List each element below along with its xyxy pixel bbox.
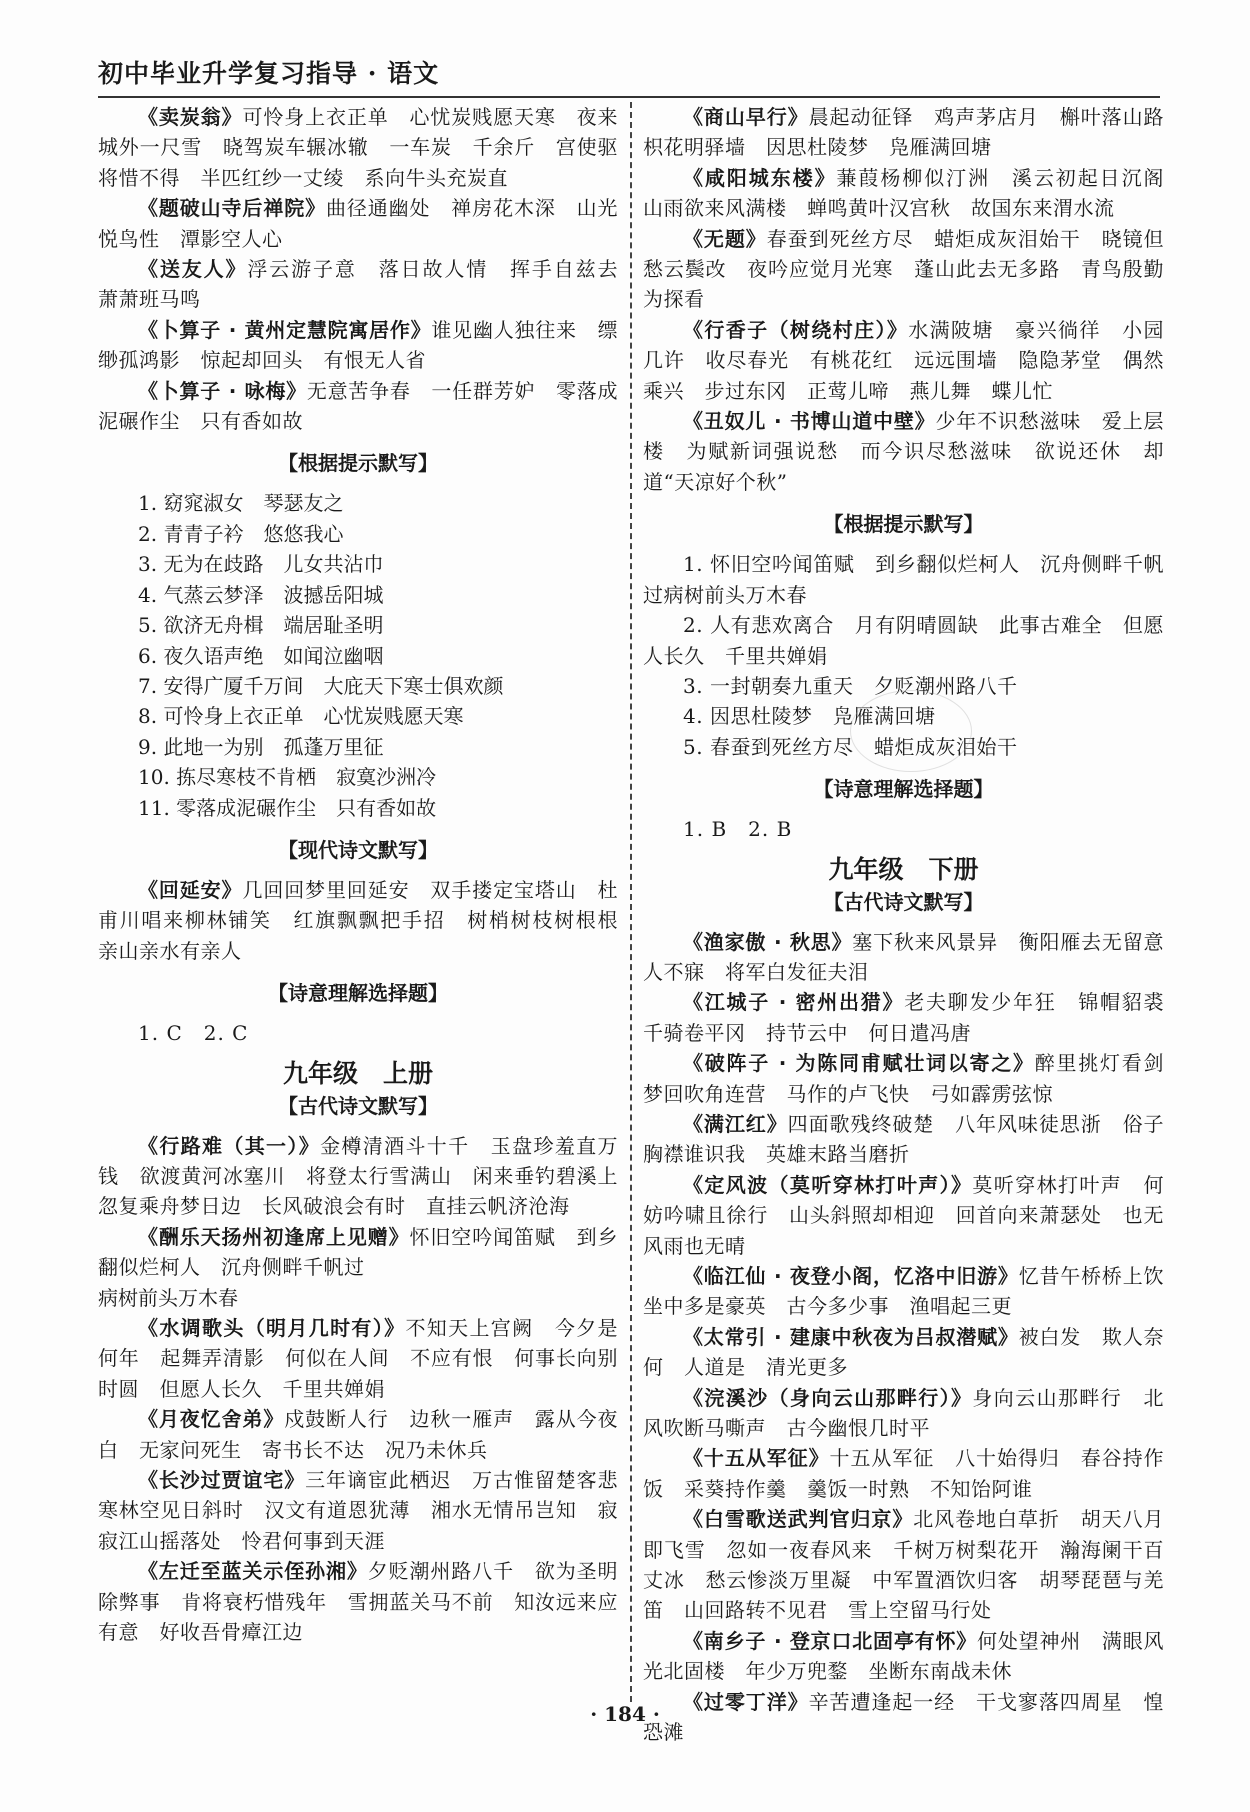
poem-text: 几回回梦里回延安 双手搂定宝塔山 杜甫川唱来柳林铺笑 红旗飘飘把手招 树梢树枝树根根 亲山亲水有亲人	[98, 877, 639, 963]
poem-title: 《浣溪沙（身向云山那畔行）》	[683, 1385, 973, 1410]
poem-text: 十五从军征 八十始得归 春谷持作饭 采葵持作羹 羹饭一时熟 不知饴阿谁	[643, 1446, 1165, 1501]
list-item: 8. 可怜身上衣正单 心忧炭贱愿天寒	[138, 704, 464, 729]
poem-text: 少年不识愁滋味 爱上层楼 为赋新词强说愁 而今识尽愁滋味 欲说还休 却道“天凉好个秋”	[643, 409, 1164, 494]
poem-entry	[98, 102, 618, 193]
poem-entry	[643, 1109, 1164, 1170]
item-number: 4.	[683, 704, 704, 729]
list-item: 10. 拣尽寒枝不肯栖 寂寞沙洲冷	[138, 765, 437, 790]
poem-text: 浮云游子意 落日故人情 挥手自兹去 萧萧班马鸣	[98, 257, 639, 312]
list-item: 2. 青青子衿 悠悠我心	[138, 521, 344, 546]
prompt-answer-list	[98, 488, 618, 822]
item-text: 一封朝奏九重天 夕贬潮州路八千	[709, 673, 1018, 698]
poem-title: 《月夜忆舍弟》	[138, 1407, 285, 1432]
poem-entry	[643, 1261, 1185, 1322]
poem-text: 忆昔午桥桥上饮 坐中多是豪英 古今多少事 渔唱起三更	[643, 1264, 1185, 1319]
poem-title: 《太常引 · 建康中秋夜为吕叔潜赋》	[683, 1324, 1019, 1349]
poem-title: 《白雪歌送武判官归京》	[683, 1507, 914, 1532]
page-number: · 184 ·	[590, 1702, 660, 1726]
grade-heading: 九年级 上册	[282, 1058, 433, 1088]
section-heading-ancient: 【古代诗文默写】	[278, 1093, 438, 1118]
poem-text: 老夫聊发少年狂 锦帽貂裘 千骑卷平冈 持节云中 何日遣冯唐	[643, 990, 1185, 1045]
column-divider	[630, 102, 632, 1702]
poem-text: 怀旧空吟闻笛赋 到乡翻似烂柯人 沉舟侧畔千帆过	[98, 1224, 619, 1280]
poem-title: 《临江仙 · 夜登小阁，忆洛中旧游》	[683, 1264, 1019, 1288]
poem-title: 《左迁至蓝关示侄孙湘》	[138, 1559, 368, 1584]
grade-heading: 九年级 下册	[828, 854, 979, 884]
poem-text: 蒹葭杨柳似汀洲 溪云初起日沉阁 山雨欲来风满楼 蝉鸣黄叶汉宫秋 故国东来渭水流	[643, 165, 1185, 221]
poem-text: 辛苦遭逢起一经 干戈寥落四周星 惶恐滩	[643, 1689, 1165, 1745]
poem-continuation: 病树前头万木春	[98, 1285, 238, 1310]
list-item: 4. 气蒸云梦泽 波撼岳阳城	[138, 582, 384, 607]
poem-entry	[643, 1170, 1164, 1261]
poem-title: 《酬乐天扬州初逢席上见赠》	[138, 1224, 410, 1249]
poem-title: 《卜算子 · 黄州定慧院寓居作》	[138, 317, 432, 342]
poem-title: 《商山早行》	[683, 105, 809, 129]
poem-title: 《江城子 · 密州出猎》	[683, 990, 905, 1015]
section-heading-choice: 【诗意理解选择题】	[268, 981, 448, 1006]
poem-text: 莫听穿林打叶声 何妨吟啸且徐行 山头斜照却相迎 回首向来萧瑟处 也无风雨也无晴	[643, 1172, 1165, 1258]
section-heading-choice: 【诗意理解选择题】	[813, 777, 994, 802]
poem-text: 北风卷地白草折 胡天八月即飞雪 忽如一夜春风来 千树万树梨花开 瀚海阑干百丈冰 愁云惨淡万里凝 中军置酒饮归客 胡琴琵琶与羌笛 山回路转不见君 雪上空留马行处	[643, 1507, 1164, 1623]
poem-text: 不知天上宫阙 今夕是何年 起舞弄清影 何似在人间 不应有恨 何事长向别时圆 但愿人长久 千里共婵娟	[98, 1316, 619, 1401]
item-text: 因思杜陵梦 凫雁满回塘	[709, 704, 936, 729]
choice-answers: 1. C 2. C	[138, 1021, 249, 1046]
poem-text: 四面歌残终破楚 八年风味徒思浙 俗子胸襟谁识我 英雄末路当磨折	[643, 1111, 1165, 1167]
poem-entry	[98, 1313, 618, 1404]
poem-title: 《满江红》	[683, 1111, 788, 1136]
item-number: 3.	[683, 673, 704, 698]
prompt-answer	[643, 610, 1164, 671]
book-title: 初中毕业升学复习指导 · 语文	[98, 59, 440, 88]
poem-title: 《行路难（其一）》	[138, 1133, 321, 1158]
poem-text: 塞下秋来风景异 衡阳雁去无留意 人不寐 将军白发征夫泪	[643, 929, 1185, 984]
poem-entry	[643, 1504, 1164, 1626]
poem-text: 晨起动征铎 鸡声茅店月 槲叶落山路 枳花明驿墙 因思杜陵梦 凫雁满回塘	[643, 105, 1185, 160]
poem-text: 可怜身上衣正单 心忧炭贱愿天寒 夜来城外一尺雪 晓驾炭车辗冰辙 一车炭 千余斤 宫使驱将惜不得 半匹红纱一丈绫 系向牛头充炭直	[98, 105, 619, 190]
poem-title: 《渔家傲 · 秋思》	[683, 929, 853, 954]
poem-entry	[643, 102, 1185, 163]
poem-entry	[643, 1443, 1164, 1504]
poem-entry	[643, 987, 1185, 1048]
poem-entry	[643, 163, 1185, 224]
poem-text: 何处望神州 满眼风光北固楼 年少万兜鍪 坐断东南战未休	[643, 1628, 1165, 1684]
poem-entry	[98, 254, 639, 315]
poem-entry	[643, 1626, 1164, 1687]
item-number: 5.	[683, 734, 704, 759]
list-item: 1. 窈窕淑女 琴瑟友之	[138, 491, 344, 516]
poem-title: 《过零丁洋》	[683, 1689, 809, 1714]
poem-title: 《长沙过贾谊宅》	[138, 1468, 306, 1493]
poem-title: 《送友人》	[138, 257, 248, 282]
poem-entry	[98, 193, 618, 254]
poem-title: 《南乡子 · 登京口北固亭有怀》	[683, 1628, 978, 1653]
list-item: 9. 此地一为别 孤蓬万里征	[138, 734, 384, 759]
poem-entry	[643, 1322, 1164, 1383]
list-item: 5. 欲济无舟楫 端居耻圣明	[138, 613, 384, 638]
section-heading-modern: 【现代诗文默写】	[278, 837, 438, 862]
prompt-answer	[643, 549, 1164, 610]
poem-entry	[98, 376, 618, 437]
item-text: 人有悲欢离合 月有阴晴圆缺 此事古难全 但愿人长久 千里共婵娟	[643, 613, 1165, 668]
item-number: 2.	[683, 613, 704, 638]
poem-entry	[98, 1556, 618, 1647]
poem-entry	[643, 224, 1164, 315]
left-column	[98, 102, 639, 1647]
poem-entry	[98, 1465, 639, 1556]
poem-entry	[643, 927, 1185, 988]
poem-title: 《丑奴儿 · 书博山道中壁》	[683, 409, 936, 434]
poem-title: 《咸阳城东楼》	[683, 165, 837, 190]
poem-text: 水满陂塘 豪兴徜徉 小园几许 收尽春光 有桃花红 远远围墙 隐隐茅堂 偶然乘兴 步过东冈 正莺儿啼 燕儿舞 蝶儿忙	[643, 317, 1164, 403]
poem-title: 《无题》	[683, 226, 767, 251]
poem-text: 春蚕到死丝方尽 蜡炬成灰泪始干 晓镜但愁云鬓改 夜吟应觉月光寒 蓬山此去无多路 青鸟殷勤为探看	[643, 226, 1165, 312]
poem-entry	[98, 315, 618, 376]
poem-entry	[98, 1222, 618, 1283]
item-text: 春蚕到死丝方尽 蜡炬成灰泪始干	[709, 734, 1018, 759]
poem-entry	[643, 406, 1164, 497]
section-heading-prompt: 【根据提示默写】	[823, 512, 984, 537]
right-column	[643, 102, 1185, 1748]
poem-text: 谁见幽人独往来 缥缈孤鸿影 惊起却回头 有恨无人省	[98, 317, 618, 373]
poem-title: 《题破山寺后禅院》	[138, 196, 326, 221]
poem-entry	[643, 1048, 1185, 1109]
stamp-mark	[850, 690, 972, 772]
section-heading-prompt: 【根据提示默写】	[278, 451, 438, 476]
poem-text: 醉里挑灯看剑 梦回吹角连营 马作的卢飞快 弓如霹雳弦惊	[643, 1051, 1185, 1106]
list-item: 3. 无为在歧路 儿女共沾巾	[138, 552, 384, 577]
item-text: 怀旧空吟闻笛赋 到乡翻似烂柯人 沉舟侧畔千帆过病树前头万木春	[643, 552, 1165, 607]
poem-entry	[643, 1383, 1164, 1444]
poem-entry	[643, 315, 1164, 406]
poem-entry	[98, 1404, 618, 1465]
list-item: 11. 零落成泥碾作尘 只有香如故	[138, 795, 437, 820]
poem-text: 无意苦争春 一任群芳妒 零落成泥碾作尘 只有香如故	[98, 378, 618, 434]
poem-title: 《破阵子 · 为陈同甫赋壮词以寄之》	[683, 1051, 1035, 1076]
poem-text: 被白发 欺人奈何 人道是 清光更多	[643, 1324, 1165, 1380]
poem-title: 《行香子（树绕村庄）》	[683, 317, 909, 342]
poem-text: 三年谪宦此栖迟 万古惟留楚客悲 寒林空见日斜时 汉文有道恩犹薄 湘水无情吊岂知 寂寂江山摇落处 怜君何事到天涯	[98, 1468, 639, 1553]
poem-text: 身向云山那畔行 北风吹断马嘶声 古今幽恨几时平	[643, 1385, 1165, 1441]
poem-title: 《定风波（莫听穿林打叶声）》	[683, 1172, 973, 1197]
poem-title: 《卜算子 · 咏梅》	[138, 378, 307, 403]
poem-text: 夕贬潮州路八千 欲为圣明除弊事 肯将衰朽惜残年 雪拥蓝关马不前 知汝远来应有意 好收吾骨瘴江边	[98, 1559, 618, 1645]
item-number: 1.	[683, 552, 704, 577]
poem-entry	[98, 1131, 639, 1222]
poem-title: 《回延安》	[138, 877, 243, 902]
poem-entry	[98, 875, 639, 966]
poem-text: 金樽清酒斗十千 玉盘珍羞直万钱 欲渡黄河冰塞川 将登太行雪满山 闲来垂钓碧溪上 忽复乘舟梦日边 长风破浪会有时 直挂云帆济沧海	[98, 1133, 639, 1219]
poem-title: 《卖炭翁》	[138, 105, 243, 129]
poem-title: 《十五从军征》	[683, 1446, 830, 1471]
poem-text: 戍鼓断人行 边秋一雁声 露从今夜白 无家问死生 寄书长不达 况乃未休兵	[98, 1407, 619, 1462]
list-item: 6. 夜久语声绝 如闻泣幽咽	[138, 643, 384, 668]
choice-answers: 1. B 2. B	[683, 817, 793, 842]
poem-text: 曲径通幽处 禅房花木深 山光悦鸟性 潭影空人心	[98, 196, 619, 251]
poem-title: 《水调歌头（明月几时有）》	[138, 1316, 406, 1340]
section-heading-ancient: 【古代诗文默写】	[823, 889, 984, 914]
list-item: 7. 安得广厦千万间 大庇天下寒士俱欢颜	[138, 673, 504, 698]
page-header	[98, 52, 1160, 98]
